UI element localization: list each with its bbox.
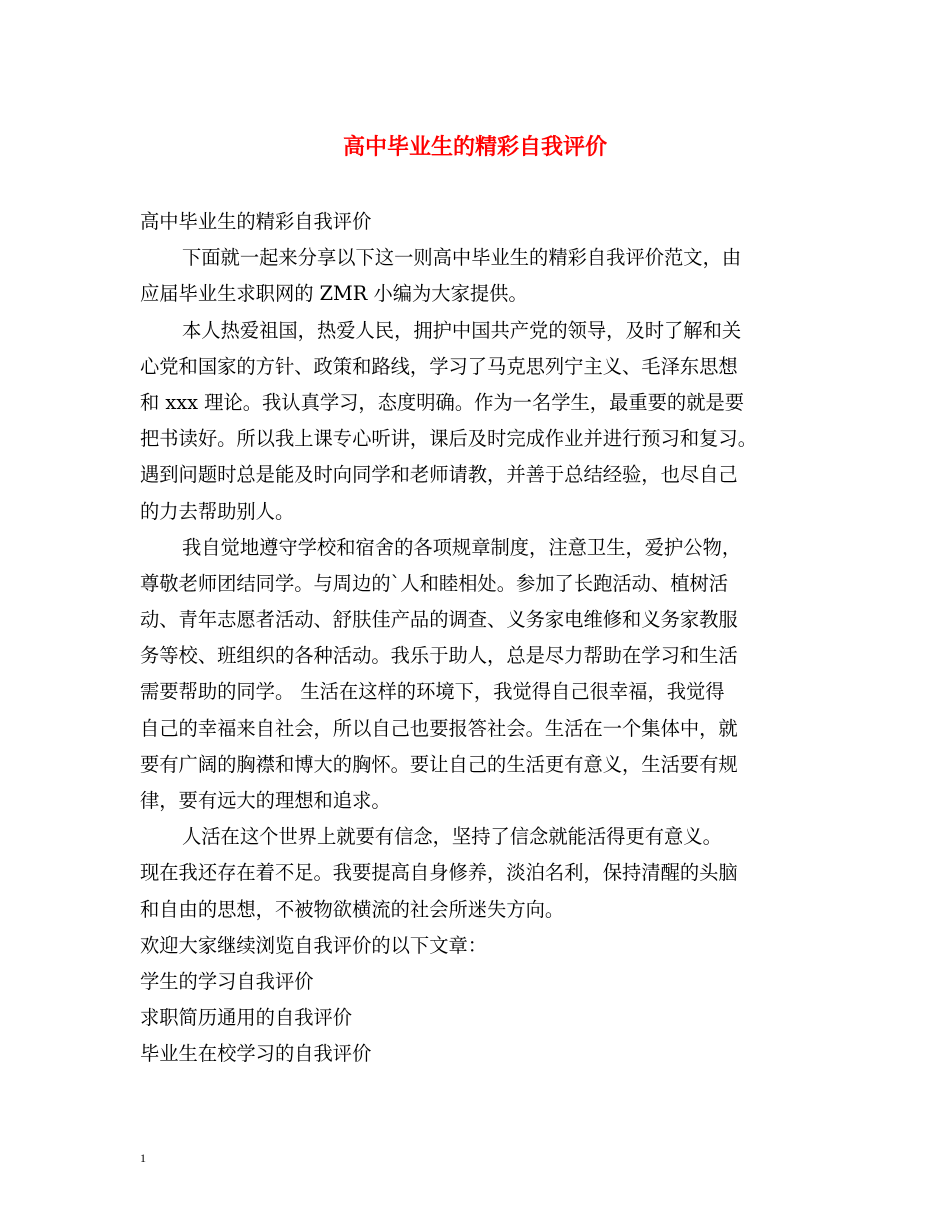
- body-line: 的力去帮助别人。: [140, 499, 295, 523]
- body-line: 务等校、班组织的各种活动。我乐于助人，总是尽力帮助在学习和生活: [140, 644, 738, 668]
- body-line: 欢迎大家继续浏览自我评价的以下文章：: [140, 933, 488, 957]
- document-title: 高中毕业生的精彩自我评价: [342, 135, 607, 160]
- body-line: 现在我还存在着不足。我要提高自身修养，淡泊名利，保持清醒的头脑: [140, 861, 738, 885]
- related-article-link[interactable]: 毕业生在校学习的自我评价: [140, 1042, 372, 1066]
- body-line: 高中毕业生的精彩自我评价: [140, 210, 372, 233]
- related-article-link[interactable]: 学生的学习自我评价: [140, 969, 314, 993]
- body-line: 需要帮助的同学。 生活在这样的环境下，我觉得自己很幸福，我觉得: [140, 680, 725, 704]
- body-line: 人活在这个世界上就要有信念，坚持了信念就能活得更有意义。: [182, 825, 722, 849]
- related-article-link[interactable]: 求职简历通用的自我评价: [140, 1006, 353, 1030]
- document-body: [140, 204, 815, 1073]
- body-line: 自己的幸福来自社会，所以自己也要报答社会。生活在一个集体中，就: [140, 716, 738, 740]
- body-line: 把书读好。所以我上课专心听讲，课后及时完成作业并进行预习和复习。: [140, 427, 757, 451]
- body-line: 要有广阔的胸襟和博大的胸怀。要让自己的生活更有意义，生活要有规: [140, 752, 738, 776]
- body-line: 律，要有远大的理想和追求。: [140, 789, 391, 812]
- body-line: 动、青年志愿者活动、舒肤佳产品的调查、义务家电维修和义务家教服: [140, 608, 738, 632]
- body-line: 下面就一起来分享以下这一则高中毕业生的精彩自我评价范文，由: [182, 246, 742, 270]
- body-line: 应届毕业生求职网的 ZMR 小编为大家提供。: [140, 282, 528, 306]
- body-line: 尊敬老师团结同学。与周边的`人和睦相处。参加了长跑活动、植树活: [140, 571, 729, 595]
- body-line: 遇到问题时总是能及时向同学和老师请教，并善于总结经验，也尽自己: [140, 463, 738, 487]
- body-line: 和自由的思想，不被物欲横流的社会所迷失方向。: [140, 897, 565, 921]
- body-line: 我自觉地遵守学校和宿舍的各项规章制度，注意卫生，爱护公物，: [182, 535, 742, 559]
- page-number: 1: [140, 1151, 146, 1165]
- body-line: 和 xxx 理论。我认真学习，态度明确。作为一名学生，最重要的就是要: [140, 390, 745, 414]
- body-line: 心党和国家的方针、政策和路线，学习了马克思列宁主义、毛泽东思想: [140, 354, 738, 378]
- body-line: 本人热爱祖国，热爱人民，拥护中国共产党的领导，及时了解和关: [182, 318, 742, 342]
